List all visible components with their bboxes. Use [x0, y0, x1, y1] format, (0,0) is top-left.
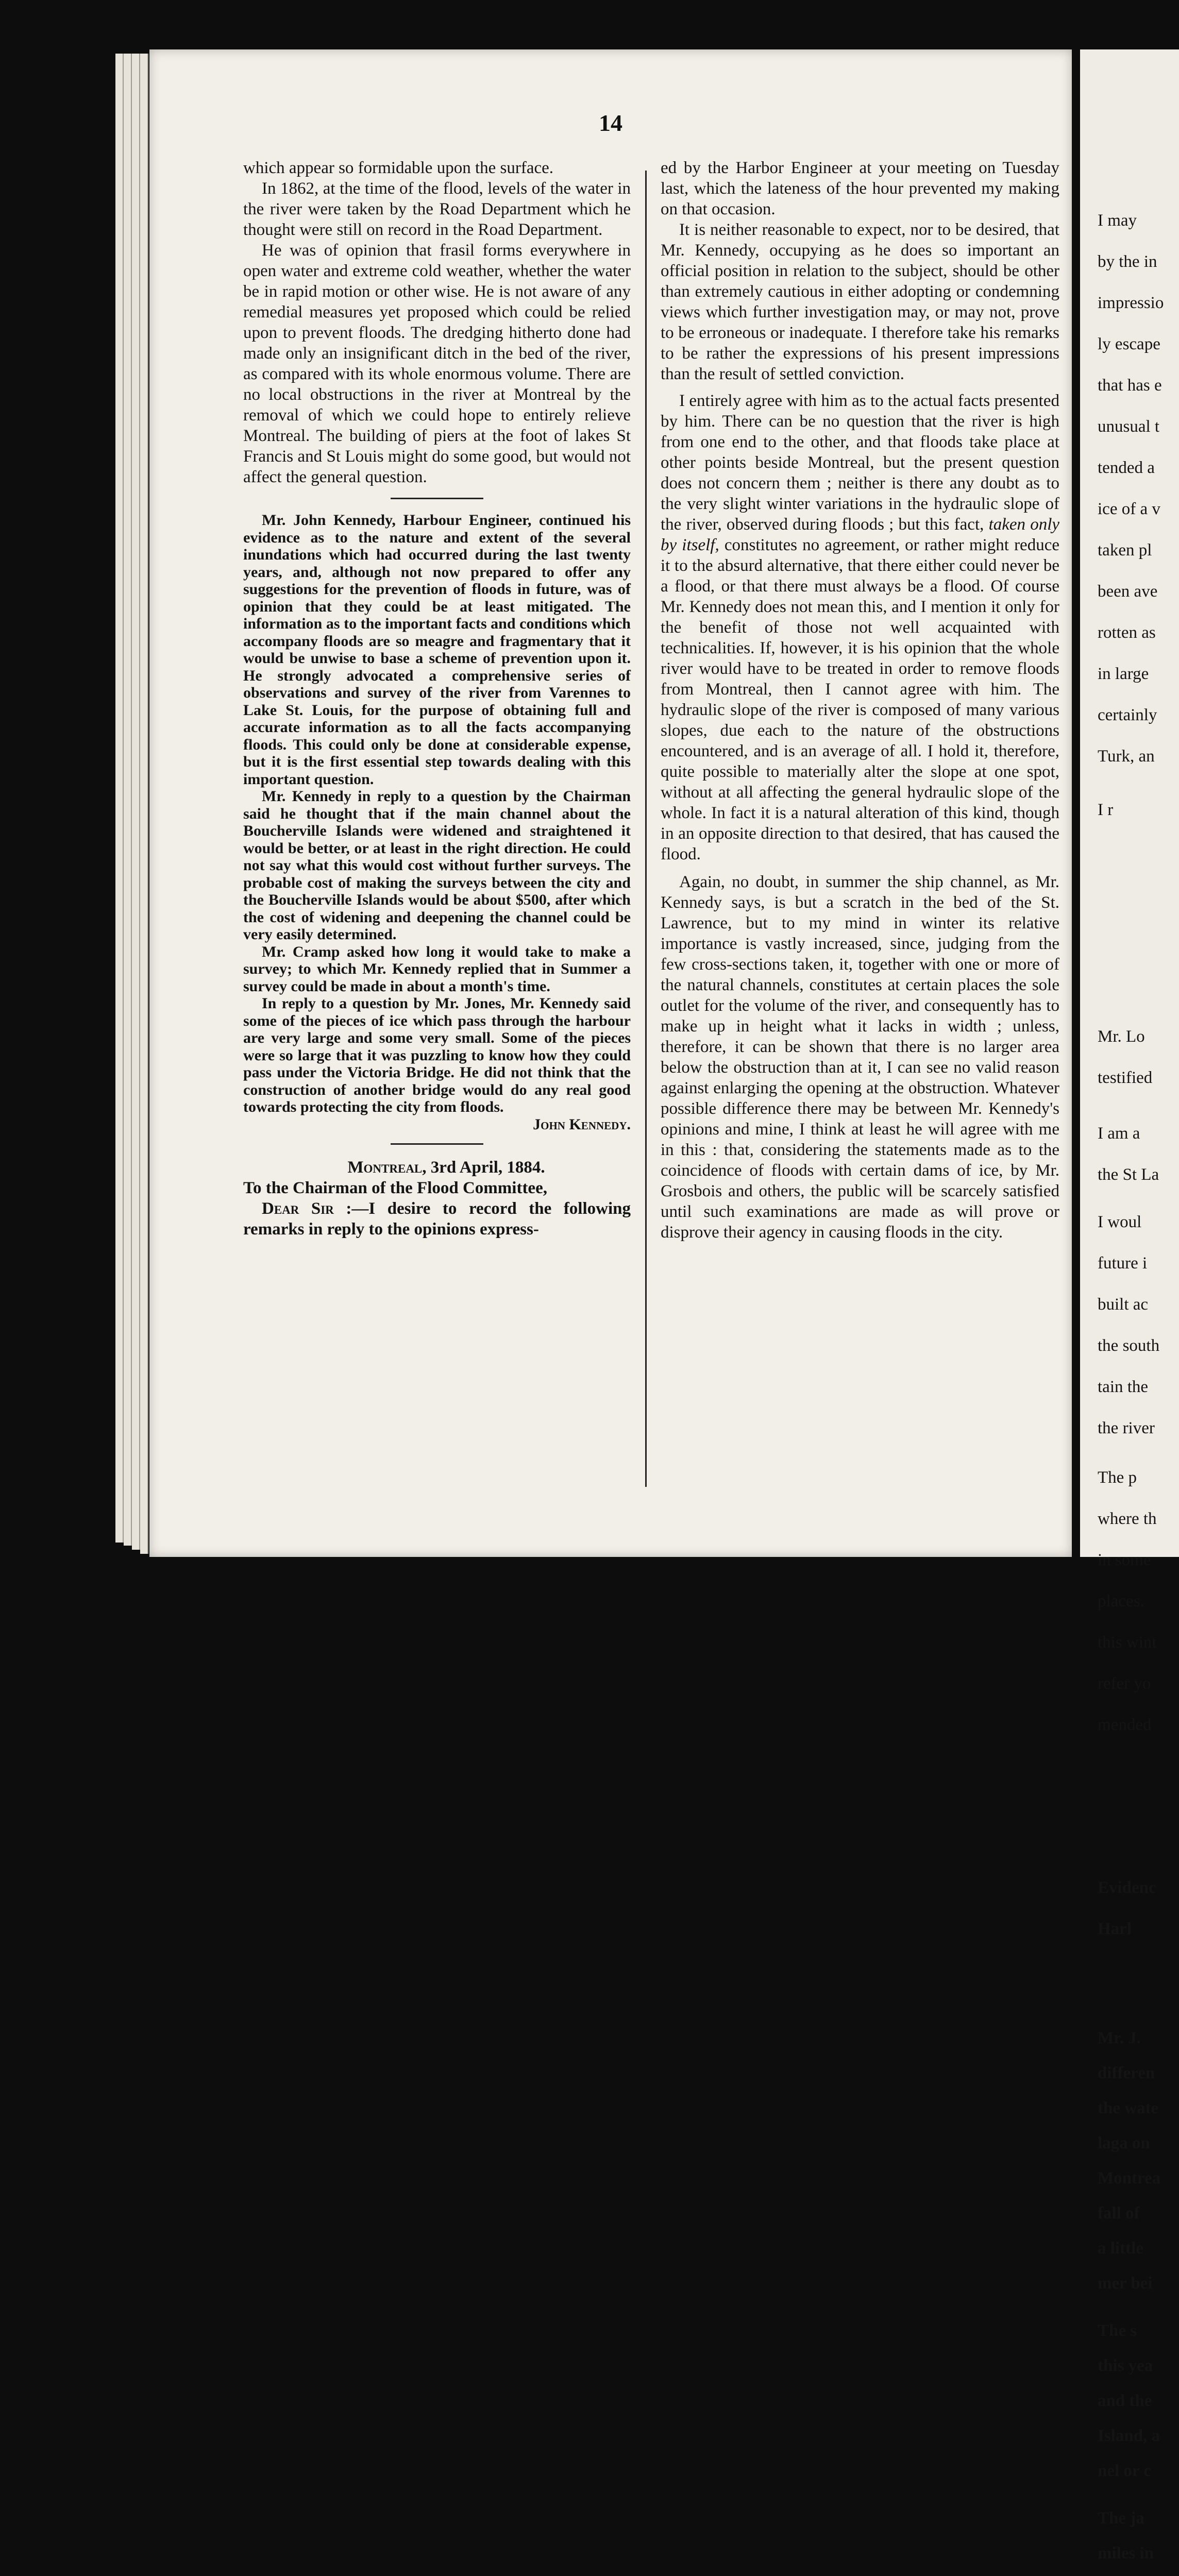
- next-page-fragment: this yea: [1098, 2357, 1153, 2375]
- italic-phrase: taken only by itself,: [661, 515, 1060, 554]
- page-edge: [140, 54, 148, 1554]
- column-divider: [645, 171, 647, 1487]
- next-page-fragment: Mr. Lo: [1098, 1027, 1145, 1046]
- paragraph: He was of opinion that frasil forms everywhere in open water and extreme cold weather, whether the water be in rapid motion or other wise. He is not aware of any remedial measures yet proposed which could be relied upon to prevent floods. The dredging hitherto done had made only an insignificant ditch in the bed of the river, as compared with its whole enormous volume. There are no local obstructions in the river at Montreal by the removal of which we could hope to entirely relieve Montreal. The building of piers at the foot of lakes St Francis and St Louis might do some good, but would not affect the general question.: [243, 241, 631, 486]
- salutation: Dear Sir :: [262, 1199, 352, 1218]
- next-page-fragment: differen: [1098, 2064, 1155, 2082]
- section-rule: [391, 1143, 483, 1145]
- next-page-fragment: Montrea: [1098, 2169, 1161, 2188]
- next-page-fragment: ice of a v: [1098, 500, 1160, 518]
- next-page-fragment: The s: [1098, 2321, 1137, 2340]
- next-page-fragment: mended: [1098, 1716, 1152, 1734]
- next-page-fragment: tain the: [1098, 1378, 1149, 1396]
- next-page-fragment: refer yo: [1098, 1674, 1151, 1693]
- letter-opening-text: —I desire to record the following remarks in reply to the opinions express-: [243, 1199, 631, 1239]
- letter-dateline: [243, 1157, 631, 1178]
- next-page-fragment: taken pl: [1098, 541, 1152, 560]
- dateline-place: Montreal,: [347, 1158, 427, 1177]
- next-page-fragment: ly escape: [1098, 335, 1160, 353]
- signature: John Kennedy.: [533, 1115, 631, 1133]
- paragraph-text: I entirely agree with him as to the actual facts presented by him. There can be no question that the river is high from one end to the other, and that floods take place at other points beside Montreal, but the present question does not concern them ; neither is there any doubt as to the very slight winter variations in the hydraulic slope of the river, observed during floods ; but this fact,: [661, 392, 1059, 534]
- paragraph: In reply to a question by Mr. Jones, Mr. Kennedy said some of the pieces of ice which pass through the harbour are very large and some very small. Some of the pieces were so large that it was puzzling to know how they could pass under the Victoria Bridge. He did not think that the construction of another bridge would do any real good towards protecting the city from floods.: [243, 995, 631, 1115]
- next-page-fragment: Turk, an: [1098, 747, 1155, 766]
- letter-addressee: To the Chairman of the Flood Committee,: [243, 1179, 547, 1197]
- next-page-fragment: I am a: [1098, 1124, 1140, 1143]
- next-page-fragment: mer bei: [1098, 2274, 1153, 2293]
- next-page-fragment: The p: [1098, 1468, 1137, 1487]
- middle-column: [661, 158, 1059, 1243]
- next-page-fragment: Harl: [1098, 1920, 1132, 1938]
- next-page-fragment: built ac: [1098, 1295, 1149, 1314]
- next-page-fragment: future i: [1098, 1254, 1148, 1273]
- paragraph: which appear so formidable upon the surface.: [243, 159, 554, 177]
- adjacent-page-edge: [1080, 49, 1179, 2563]
- next-page-fragment: the wate: [1098, 2099, 1159, 2117]
- next-page-fragment: a little: [1098, 2239, 1143, 2258]
- page-edge: [132, 54, 140, 1550]
- next-page-fragment: The ja: [1098, 2509, 1144, 2528]
- next-page-fragment: and the: [1098, 2392, 1152, 2410]
- next-page-fragment: the south: [1098, 1336, 1160, 1355]
- paragraph: Again, no doubt, in summer the ship channel, as Mr. Kennedy says, is but a scratch in the bed of the St. Lawrence, but to my mind in winter its relative importance is vastly increased, since, judging from the few cross-sections taken, it, together with one or more of the natural channels, constitutes at certain places the sole outlet for the volume of the river, and consequently has to make up in height what it lacks in width ; unless, therefore, it can be shown that there is no larger area below the obstruction than at it, I can see no valid reason against enlarging the opening at the obstruction. Whatever possible difference there may be between Mr. Kennedy's opinions and mine, I think at least he will agree with me in this : that, considering the statements made as to the coincidence of floods with certain dams of ice, by Mr. Grosbois and others, the public will be scarcely satisfied until such examinations are made as will prove or disprove their agency in causing floods in the city.: [661, 873, 1059, 1242]
- next-page-fragment: rotten as: [1098, 623, 1156, 642]
- letter-opening: [243, 1198, 631, 1240]
- page-edge: [124, 54, 132, 1546]
- next-page-fragment: this wint: [1098, 1633, 1157, 1652]
- document-page: [149, 49, 1072, 1557]
- paragraph-text: constitutes no agreement, or rather might reduce it to the absurd alternative, that there either could never be a flood, or that there must always be a flood. Of course Mr. Kennedy does not mean this, and I mention it only for the benefit of those not well acquainted with technicalities. If, however, it is his opinion that the whole river would have to be treated in order to remove floods from Montreal, then I cannot agree with him. The hydraulic slope of the river is composed of many various slopes, due each to the nature of the obstructions encountered, and is an average of all. I hold it, therefore, quite possible to materially alter the slope at one spot, without at all affecting the general hydraulic slope of the whole. In fact it is a natural alteration of this kind, though in an opposite direction to that desired, that has caused the flood.: [661, 536, 1059, 863]
- next-page-fragment: where th: [1098, 1510, 1157, 1528]
- next-page-fragment: that has e: [1098, 376, 1162, 395]
- next-page-fragment: I may: [1098, 211, 1137, 230]
- kennedy-evidence-section: [243, 512, 631, 1133]
- next-page-fragment: the St La: [1098, 1165, 1159, 1184]
- next-page-fragment: Evidenc: [1098, 1878, 1156, 1897]
- next-page-fragment: in large: [1098, 665, 1149, 683]
- left-column: [243, 158, 631, 1240]
- paragraph: Mr. Kennedy in reply to a question by the Chairman said he thought that if the main channel about the Boucherville Islands were widened and straightened it would be better, or at least in the right direction. He could not say what this would cost without further surveys. The probable cost of making the surveys between the city and the Boucherville Islands would be about $500, after which the cost of widening and deepening the channel could be very easily determined.: [243, 788, 631, 943]
- paragraph: Mr. Cramp asked how long it would take to make a survey; to which Mr. Kennedy replied that in Summer a survey could be made in about a month's time.: [243, 943, 631, 995]
- dateline-date: 3rd April, 1884.: [430, 1158, 545, 1177]
- next-page-fragment: places.: [1098, 1592, 1144, 1611]
- section-rule: [391, 498, 483, 499]
- next-page-fragment: the river: [1098, 1419, 1155, 1437]
- next-page-fragment: laga on: [1098, 2134, 1150, 2153]
- next-page-fragment: certainly: [1098, 706, 1157, 724]
- paragraph: In 1862, at the time of the flood, levels of the water in the river were taken by the Road Department which he thought were still on record in the Road Department.: [243, 179, 631, 239]
- next-page-fragment: Mr. J.: [1098, 2029, 1141, 2047]
- next-page-fragment: impressio: [1098, 294, 1164, 312]
- next-page-fragment: I woul: [1098, 1213, 1142, 1231]
- page-number: 14: [599, 110, 622, 136]
- next-page-fragment: I r: [1098, 801, 1114, 819]
- paragraph: [661, 391, 1059, 865]
- next-page-fragment: been ave: [1098, 582, 1158, 601]
- next-page-fragment: tended a: [1098, 459, 1155, 477]
- next-page-fragment: nel or c: [1098, 2462, 1151, 2480]
- next-page-fragment: miles in: [1098, 2544, 1154, 2563]
- next-page-fragment: by the in: [1098, 252, 1157, 271]
- next-page-fragment: testified: [1098, 1069, 1153, 1087]
- next-page-fragment: fall of: [1098, 2204, 1140, 2223]
- next-page-fragment: unusual t: [1098, 417, 1160, 436]
- paragraph: Mr. John Kennedy, Harbour Engineer, continued his evidence as to the nature and extent of the several inundations which had occurred during the last twenty years, and, although not now prepared to offer any suggestions for the prevention of floods in future, was of opinion that they could be at least mitigated. The information as to the important facts and conditions which accompany floods are so meagre and fragmentary that it would be unwise to base a scheme of prevention upon it. He strongly advocated a comprehensive series of observations and survey of the river from Varennes to Lake St. Louis, for the purpose of obtaining full and accurate information as to all the facts accompanying floods. This could only be done at considerable expense, but it is the first essential step towards dealing with this important question.: [243, 512, 631, 788]
- next-page-fragment: Island, a: [1098, 2427, 1160, 2445]
- page-edge: [115, 54, 124, 1543]
- paragraph: ed by the Harbor Engineer at your meeting on Tuesday last, which the lateness of the hour prevented my making on that occasion.: [661, 159, 1059, 218]
- next-page-fragment: in some: [1098, 1551, 1151, 1569]
- paragraph: It is neither reasonable to expect, nor to be desired, that Mr. Kennedy, occupying as he does so important an official position in relation to the subject, should be other than extremely cautious in either adopting or condemning views which further investigation may, or may not, prove to be erroneous or inadequate. I therefore take his remarks to be rather the expressions of his present impressions than the result of settled conviction.: [661, 221, 1059, 383]
